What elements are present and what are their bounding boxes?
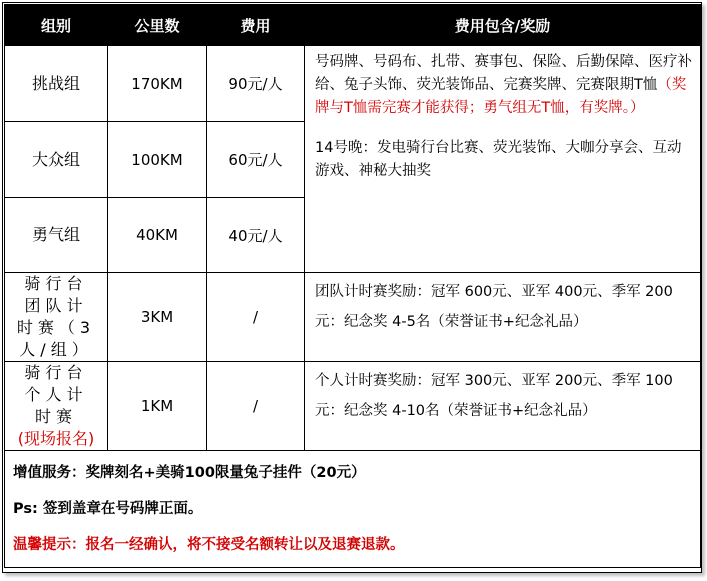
- fee-cell: 90元/人: [207, 46, 305, 122]
- desc-text: 号码牌、号码布、扎带、赛事包、保险、后勤保障、医疗补给、兔子头饰、荧光装饰品、完赛奖牌、完赛限期T恤: [315, 54, 692, 93]
- distance-cell: 1KM: [108, 362, 207, 451]
- fee-cell: 40元/人: [207, 198, 305, 273]
- ps-note: Ps: 签到盖章在号码牌正面。: [13, 501, 203, 517]
- group-cell: [5, 362, 108, 451]
- desc-paragraph: [315, 51, 694, 120]
- header-includes: 费用包含/奖励: [305, 5, 701, 46]
- header-row: [5, 5, 701, 46]
- distance-cell: 170KM: [108, 46, 207, 122]
- distance-cell: 100KM: [108, 122, 207, 198]
- evening-event-text: 14号晚：发电骑行台比赛、荧光装饰、大咖分享会、互动游戏、神秘大抽奖: [315, 140, 682, 179]
- header-distance: 公里数: [108, 5, 207, 46]
- group-name: 骑行台个人计时赛: [24, 363, 88, 426]
- distance-cell: 3KM: [108, 273, 207, 362]
- reward-cell: 个人计时赛奖励：冠军 300元、亚军 200元、季军 100元：纪念奖 4-10名（荣誉证书+纪念礼品）: [305, 362, 701, 451]
- onsite-registration-note: (现场报名): [17, 429, 95, 448]
- distance-cell: 40KM: [108, 198, 207, 273]
- reward-cell: 团队计时赛奖励：冠军 600元、亚军 400元、季军 200元：纪念奖 4-5名（荣誉证书+纪念礼品）: [305, 273, 701, 362]
- footer-row: [5, 451, 701, 568]
- table-row: [5, 46, 701, 122]
- event-fee-table: [4, 4, 701, 568]
- group-cell: 大众组: [5, 122, 108, 198]
- fee-cell: 60元/人: [207, 122, 305, 198]
- warm-notice: 温馨提示：报名一经确认，将不接受名额转让以及退赛退款。: [13, 537, 405, 553]
- group-cell: 挑战组: [5, 46, 108, 122]
- table-row: [5, 273, 701, 362]
- group-cell: 骑行台团队计时赛（3人/组）: [5, 273, 108, 362]
- table-row: [5, 362, 701, 451]
- header-fee: 费用: [207, 5, 305, 46]
- header-group: 组别: [5, 5, 108, 46]
- group-cell: 勇气组: [5, 198, 108, 273]
- footer-cell: [5, 451, 701, 568]
- fee-cell: /: [207, 273, 305, 362]
- shared-desc-cell: [305, 46, 701, 273]
- value-added-service: 增值服务：奖牌刻名+美骑100限量兔子挂件（20元）: [13, 465, 366, 481]
- desc-note: （奖牌与T恤需完赛才能获得；勇气组无T恤，有奖牌。）: [315, 77, 687, 116]
- fee-cell: /: [207, 362, 305, 451]
